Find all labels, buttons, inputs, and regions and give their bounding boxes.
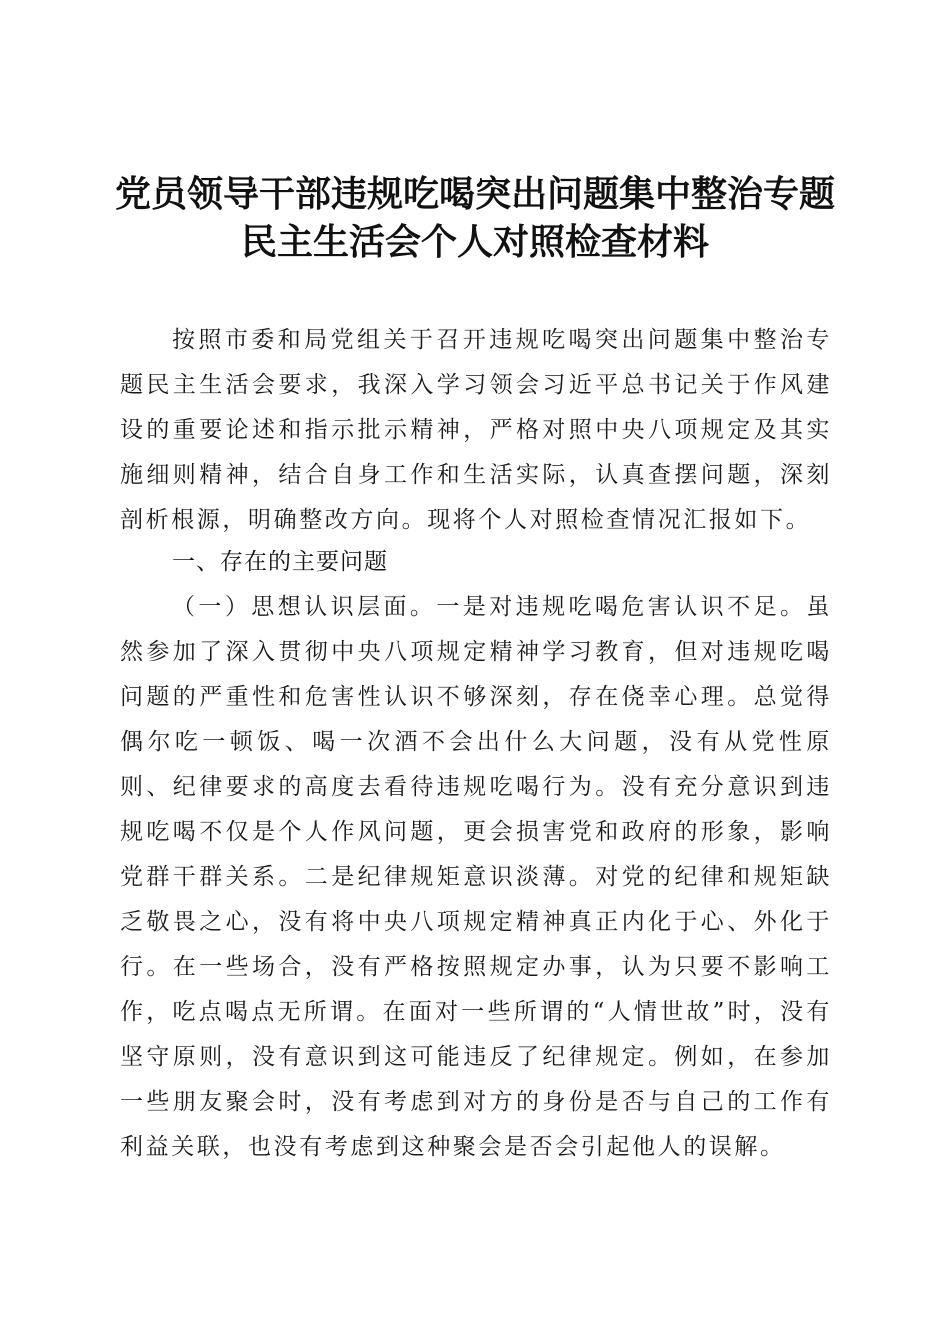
intro-paragraph: 按照市委和局党组关于召开违规吃喝突出问题集中整治专题民主生活会要求，我深入学习领会习近平总书记关于作风建设的重要论述和指示批示精神，严格对照中央八项规定及其实施细则精神，结合自身工作和生活实际，认真查摆问题，深刻剖析根源，明确整改方向。现将个人对照检查情况汇报如下。 bbox=[120, 327, 832, 533]
section-heading: 一、存在的主要问题 bbox=[172, 549, 388, 575]
body-paragraph: （一）思想认识层面。一是对违规吃喝危害认识不足。虽然参加了深入贯彻中央八项规定精神学习教育，但对违规吃喝问题的严重性和危害性认识不够深刻，存在侥幸心理。总觉得偶尔吃一顿饭、喝一次酒不会出什么大问题，没有从党性原则、纪律要求的高度去看待违规吃喝行为。没有充分意识到违规吃喝不仅是个人作风问题，更会损害党和政府的形象，影响党群干群关系。二是纪律规矩意识淡薄。对党的纪律和规矩缺乏敬畏之心，没有将中央八项规定精神真正内化于心、外化于行。在一些场合，没有严格按照规定办事，认为只要不影响工作，吃点喝点无所谓。在面对一些所谓的“人情世故”时，没有坚守原则，没有意识到这可能违反了纪律规定。例如，在参加一些朋友聚会时，没有考虑到对方的身份是否与自己的工作有利益关联，也没有考虑到这种聚会是否会引起他人的误解。 bbox=[120, 594, 832, 1160]
document-title-line-1: 党员领导干部违规吃喝突出问题集中整治专题 bbox=[114, 173, 835, 215]
document-title-line-2: 民主生活会个人对照检查材料 bbox=[240, 221, 709, 263]
